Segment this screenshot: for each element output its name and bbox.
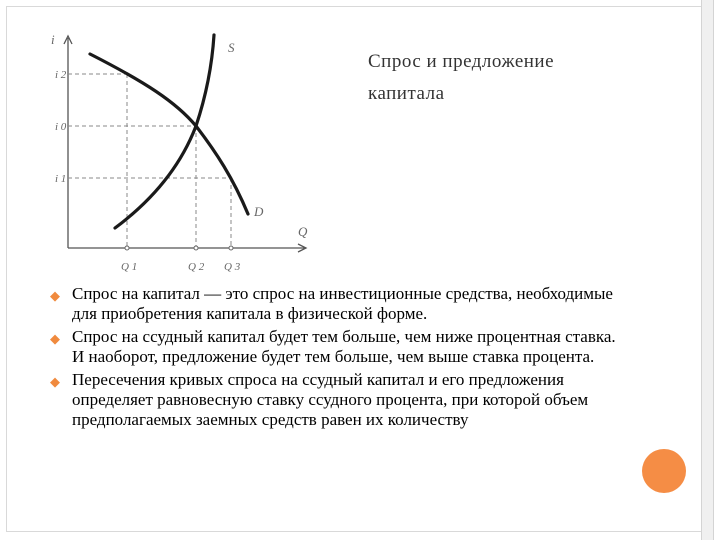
tick-q3-marker — [229, 246, 233, 250]
diamond-bullet-icon: ◆ — [50, 375, 60, 390]
bullet-item — [50, 370, 630, 430]
bullet-text: Спрос на ссудный капитал будет тем больше, чем ниже процентная ставка. И наоборот, предложение будет тем больше, чем выше ставка процента. — [72, 327, 616, 366]
tick-label-q1: Q 1 — [121, 261, 138, 273]
y-axis-label: i — [51, 32, 55, 47]
tick-q1-marker — [125, 246, 129, 250]
tick-label-i1: i 1 — [55, 173, 67, 185]
diamond-bullet-icon: ◆ — [50, 332, 60, 347]
bullet-text: Пересечения кривых спроса на ссудный капитал и его предложения определяет равновесную ставку ссудного процента, при которой объем предполагаемых заемных средств равен их количеству — [72, 370, 589, 429]
tick-label-i2: i 2 — [55, 69, 67, 81]
bullet-item — [50, 327, 630, 367]
title-line-1: Спрос и предложение — [368, 51, 555, 72]
bullet-item — [50, 284, 630, 324]
demand-label: D — [254, 204, 264, 219]
tick-label-q3: Q 3 — [224, 261, 241, 273]
right-decorative-strip — [701, 0, 714, 540]
supply-label: S — [228, 40, 235, 55]
bullet-text: Спрос на капитал — это спрос на инвестиционные средства, необходимые для приобретения капитала в физической форме. — [72, 284, 613, 323]
guide-lines — [68, 74, 231, 248]
axes — [64, 36, 306, 252]
slide-title — [368, 46, 688, 110]
diamond-bullet-icon: ◆ — [50, 289, 60, 304]
tick-q2-marker — [194, 246, 198, 250]
title-line-2: капитала — [368, 83, 445, 104]
x-axis-label: Q — [298, 224, 308, 239]
demand-curve — [90, 54, 248, 214]
tick-label-i0: i 0 — [55, 121, 67, 133]
tick-label-q2: Q 2 — [188, 261, 205, 273]
bullet-list — [50, 284, 630, 433]
supply-demand-graph — [0, 0, 340, 280]
orange-circle-decoration — [642, 449, 686, 493]
